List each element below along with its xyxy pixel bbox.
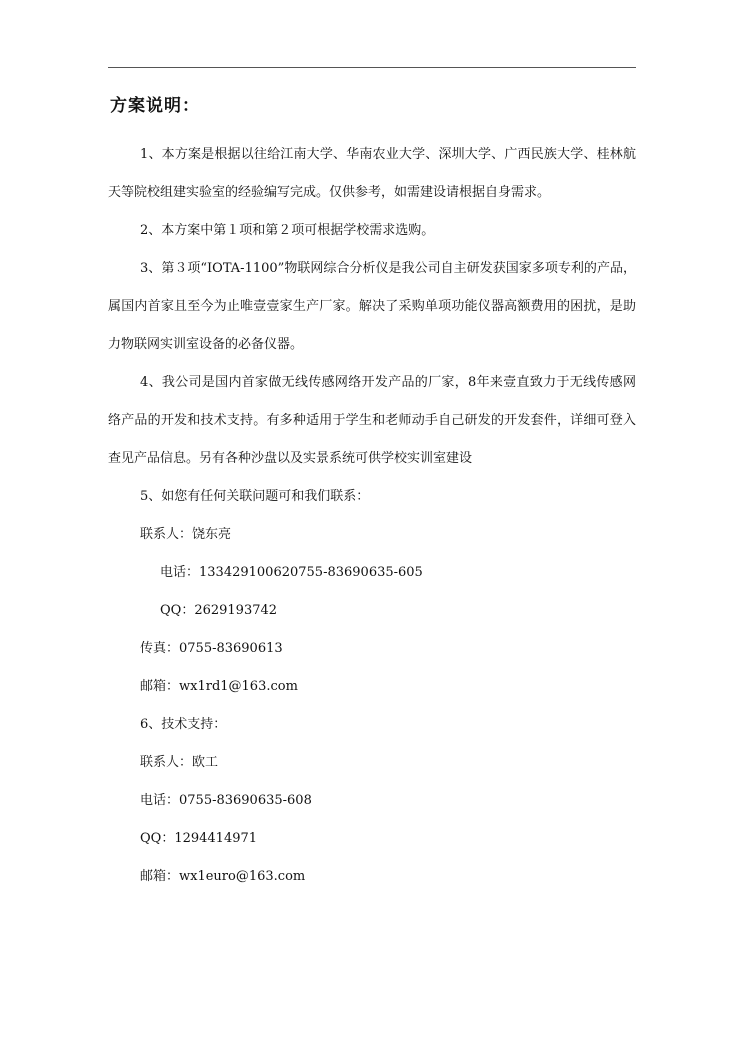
contact-fax: 传真：0755-83690613 <box>140 641 283 656</box>
contact-phone: 电话：133429100620755-83690635-605 <box>160 565 423 580</box>
contact-intro: 5、如您有任何关联问题可和我们联系： <box>140 489 370 504</box>
support-person: 联系人：欧工 <box>140 755 219 770</box>
page-title: 方案说明： <box>110 96 200 116</box>
contact-person: 联系人：饶东亮 <box>140 527 232 542</box>
document-body <box>108 92 636 896</box>
header-rule <box>108 67 636 68</box>
paragraph-3: 3、第３项“IOTA-1100”物联网综合分析仪是我公司自主研发获国家多项专利的产品，属国内首家且至今为止唯壹壹家生产厂家。解决了采购单项功能仪器高额费用的困扰，是助力物联网实训室设备的必备仪器。 <box>108 261 636 352</box>
contact-email: 邮箱：wx1rd1@163.com <box>140 679 298 694</box>
support-phone: 电话：0755-83690635-608 <box>140 793 312 808</box>
paragraph-4: 4、我公司是国内首家做无线传感网络开发产品的厂家，8年来壹直致力于无线传感网络产品的开发和技术支持。有多种适用于学生和老师动手自己研发的开发套件，详细可登入查见产品信息。另有各种沙盘以及实景系统可供学校实训室建设 <box>108 375 636 466</box>
support-intro: 6、技术支持： <box>140 717 227 732</box>
contact-qq: QQ：2629193742 <box>160 603 278 618</box>
paragraph-1: 1、本方案是根据以往给江南大学、华南农业大学、深圳大学、广西民族大学、桂林航天等院校组建实验室的经验编写完成。仅供参考，如需建设请根据自身需求。 <box>108 147 636 200</box>
paragraph-2: 2、本方案中第１项和第２项可根据学校需求选购。 <box>140 223 435 238</box>
support-qq: QQ：1294414971 <box>140 831 258 846</box>
support-email: 邮箱：wx1euro@163.com <box>140 869 306 884</box>
